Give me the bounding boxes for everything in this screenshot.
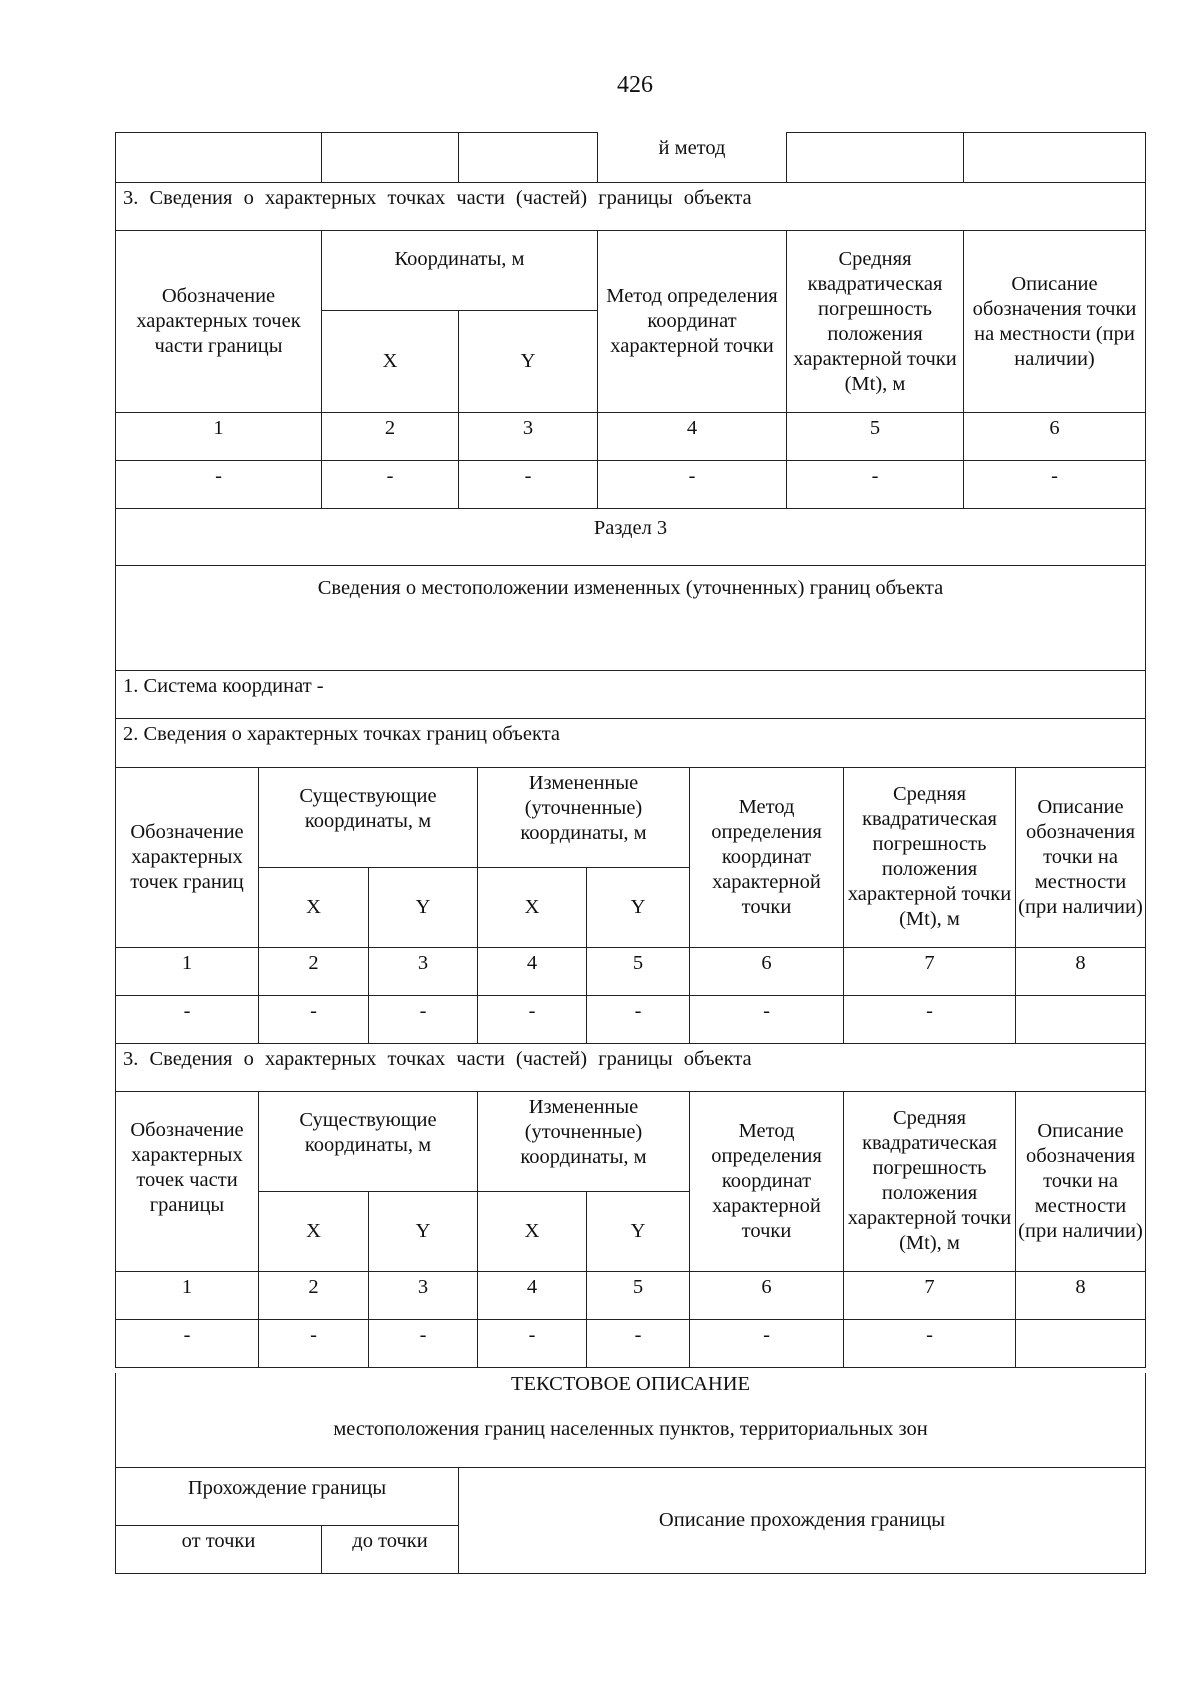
header-y: Y [587,1191,690,1271]
column-number: 5 [587,947,690,995]
fragment-cell-1 [116,133,322,183]
boundary-passage-header: Прохождение границы [116,1467,459,1525]
column-number: 5 [787,413,964,461]
table-cell: - [587,995,690,1043]
table-cell: - [587,1319,690,1367]
header-x: X [322,311,459,413]
column-number: 8 [1016,1271,1146,1319]
section-3-table [115,508,1146,1368]
header-y: Y [369,867,478,947]
table-cell: - [690,995,844,1043]
header-y: Y [587,867,690,947]
header-designation: Обозначение характерных точек границ [116,767,259,947]
table-cell: - [478,1319,587,1367]
column-number: 3 [369,947,478,995]
fragment-cell-5 [787,133,964,183]
column-number: 4 [478,1271,587,1319]
boundary-description-header: Описание прохождения границы [459,1467,1146,1573]
header-method: Метод определения координат характерной точки [598,231,787,413]
part-points-table [115,132,1146,509]
column-number: 3 [369,1271,478,1319]
table-cell [1016,995,1146,1043]
section-title: Раздел 3 [116,508,1146,565]
header-method: Метод определения координат характерной точки [690,1091,844,1271]
column-number: 2 [322,413,459,461]
header-existing-coordinates: Существующие координаты, м [259,767,478,867]
fragment-cell-2 [322,133,459,183]
from-point-header: от точки [116,1525,322,1573]
coordinate-system: 1. Система координат - [116,670,1146,718]
method-tail-cell: й метод [598,133,787,183]
column-number: 1 [116,947,259,995]
text-description-table [115,1373,1146,1574]
header-description: Описание обозначения точки на местности (при наличии) [1016,767,1146,947]
column-number: 6 [690,947,844,995]
column-numbers-row [116,413,1146,461]
text-description-subtitle: местоположения границ населенных пунктов, территориальных зон [333,1417,928,1440]
fragment-cell-3 [459,133,598,183]
header-coordinates: Координаты, м [322,231,598,311]
column-number: 1 [116,413,322,461]
header-existing-coordinates: Существующие координаты, м [259,1091,478,1191]
to-point-header: до точки [322,1525,459,1573]
column-numbers-row [116,947,1146,995]
table-cell: - [259,995,369,1043]
header-y: Y [459,311,598,413]
fragment-cell-6 [964,133,1146,183]
table-cell [1016,1319,1146,1367]
header-changed-coordinates: Измененные (уточненные) координаты, м [478,767,690,867]
header-x: X [478,1191,587,1271]
column-number: 4 [478,947,587,995]
points-heading: 2. Сведения о характерных точках границ объекта [116,718,1146,767]
table-cell: - [369,995,478,1043]
header-description: Описание обозначения точки на местности (при наличии) [1016,1091,1146,1271]
table-row [116,995,1146,1043]
header-x: X [259,867,369,947]
table-cell: - [844,1319,1016,1367]
column-numbers-row [116,1271,1146,1319]
header-x: X [478,867,587,947]
table-cell: - [787,461,964,509]
column-number: 4 [598,413,787,461]
header-designation: Обозначение характерных точек части границы [116,231,322,413]
header-x: X [259,1191,369,1271]
column-number: 1 [116,1271,259,1319]
part-points-heading: 3. Сведения о характерных точках части (частей) границы объекта [116,1043,1146,1091]
header-y: Y [369,1191,478,1271]
table-cell: - [259,1319,369,1367]
header-description: Описание обозначения точки на местности (при наличии) [964,231,1146,413]
table-cell: - [322,461,459,509]
header-changed-coordinates: Измененные (уточненные) координаты, м [478,1091,690,1191]
column-number: 7 [844,947,1016,995]
header-error: Средняя квадратическая погрешность положения характерной точки (Mt), м [844,767,1016,947]
table-row [116,461,1146,509]
column-number: 6 [964,413,1146,461]
column-number: 7 [844,1271,1016,1319]
top-fragment-row [116,133,1146,183]
table-cell: - [116,1319,259,1367]
table-cell: - [478,995,587,1043]
header-error: Средняя квадратическая погрешность положения характерной точки (Mt), м [787,231,964,413]
table-cell: - [964,461,1146,509]
table-cell: - [116,461,322,509]
part-points-heading: 3. Сведения о характерных точках части (частей) границы объекта [116,183,1146,231]
text-description-header [116,1373,1146,1467]
column-number: 8 [1016,947,1146,995]
table-row [116,1319,1146,1367]
column-number: 2 [259,947,369,995]
header-designation: Обозначение характерных точек части границы [116,1091,259,1271]
table-cell: - [598,461,787,509]
column-number: 3 [459,413,598,461]
column-number: 6 [690,1271,844,1319]
table-cell: - [116,995,259,1043]
table-cell: - [844,995,1016,1043]
table-cell: - [459,461,598,509]
header-error: Средняя квадратическая погрешность положения характерной точки (Mt), м [844,1091,1016,1271]
column-number: 5 [587,1271,690,1319]
column-number: 2 [259,1271,369,1319]
page-number: 426 [617,72,653,98]
header-method: Метод определения координат характерной точки [690,767,844,947]
table-cell: - [369,1319,478,1367]
table-cell: - [690,1319,844,1367]
text-description-title: ТЕКСТОВОЕ ОПИСАНИЕ [510,1373,751,1395]
section-subtitle: Сведения о местоположении измененных (уточненных) границ объекта [116,565,1146,670]
